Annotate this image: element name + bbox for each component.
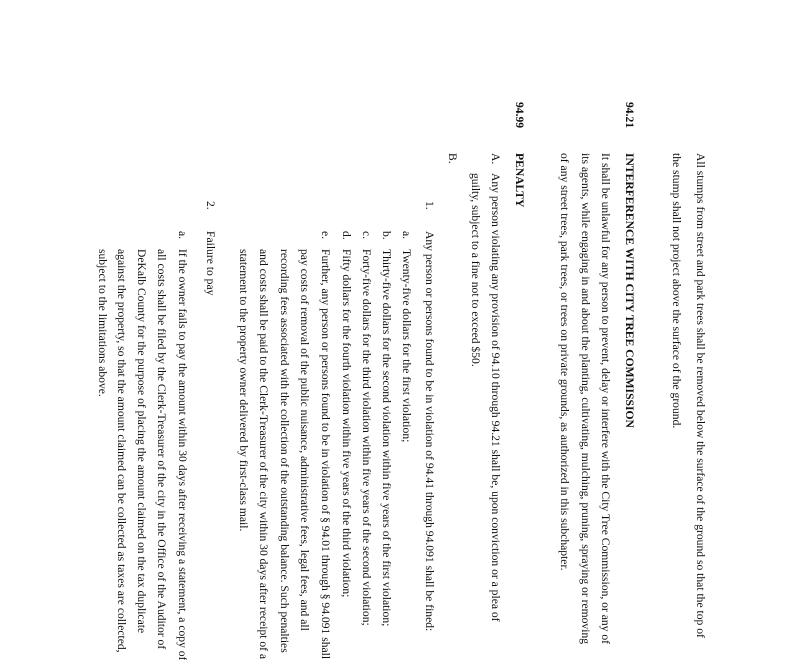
- paragraph-line: If the owner fails to pay the amount within 30 days after receiving a statement, a copy of: [176, 249, 189, 660]
- paragraph-line: guilty, subject to a fine not to exceed $50.: [469, 173, 482, 367]
- list-item: Failure to pay: [204, 231, 217, 296]
- paragraph-line: its agents, while engaging in and about the planting, cultivating, mulching, pruning, spraying or removing: [579, 153, 592, 645]
- paragraph-line: all costs shall be filed by the Clerk-Treasurer of the city in the Office of the Auditor of: [155, 249, 168, 650]
- paragraph-line: DeKalb County for the purpose of placing the amount claimed on the tax duplicate: [135, 249, 148, 634]
- list-item: Thirty-five dollars for the second violation within five years of the first violation;: [380, 249, 393, 627]
- paragraph-line: subject to the limitations above.: [96, 249, 109, 397]
- intro-line: All stumps from street and park trees shall be removed below the surface of the ground so that the top of: [694, 153, 707, 638]
- list-label: a.: [400, 231, 413, 240]
- paragraph-line: statement to the property owner delivered by first-class mail.: [237, 249, 250, 532]
- list-item: Fifty dollars for the fourth violation within five years of the third violation;: [340, 249, 353, 598]
- list-label: b.: [380, 231, 393, 240]
- paragraph-line: of any street trees, park trees, or trees on private grounds, as authorized in this subchapter.: [558, 153, 571, 571]
- paragraph-line: It shall be unlawful for any person to prevent, delay or interfere with the City Tree Commission, or any of: [599, 153, 612, 645]
- paragraph-line: Further, any person or persons found to be in violation of § 94.01 through § 94.091 shall: [319, 249, 332, 660]
- paragraph-line: pay costs of removal of the public nuisance, administrative fees, legal fees, and all: [298, 249, 311, 631]
- list-label: c.: [360, 231, 373, 240]
- section-number: 94.99: [513, 102, 526, 129]
- list-label: B.: [446, 153, 459, 164]
- paragraph-line: recording fees associated with the collection of the outstanding balance. Such penalties: [278, 249, 291, 653]
- list-item: Twenty-five dollars for the first violation;: [400, 249, 413, 443]
- list-label: d.: [340, 231, 353, 240]
- list-item: Any person or persons found to be in violation of 94.41 through 94.091 shall be fined:: [423, 231, 436, 632]
- list-item: Forty-five dollars for the third violation within five years of the second violation;: [360, 249, 373, 626]
- list-label: 1.: [423, 201, 436, 210]
- section-heading: INTERFERENCE WITH CITY TREE COMMISSION: [623, 153, 636, 428]
- section-heading: PENALTY: [513, 153, 526, 208]
- list-label: e.: [319, 231, 332, 240]
- paragraph-line: Any person violating any provision of 94.10 through 94.21 shall be, upon conviction or a plea of: [489, 173, 502, 622]
- section-number: 94.21: [623, 102, 636, 129]
- paragraph-line: against the property, so that the amount claimed can be collected as taxes are collected,: [115, 249, 128, 653]
- intro-line: the stump shall not project above the surface of the ground.: [670, 153, 683, 429]
- list-label: A.: [489, 153, 502, 165]
- list-label: a.: [176, 231, 189, 240]
- list-label: 2.: [204, 201, 217, 210]
- paragraph-line: and costs shall be paid to the Clerk-Treasurer of the city within 30 days after receipt of a: [257, 249, 270, 660]
- rotated-page-content: [92, 102, 712, 660]
